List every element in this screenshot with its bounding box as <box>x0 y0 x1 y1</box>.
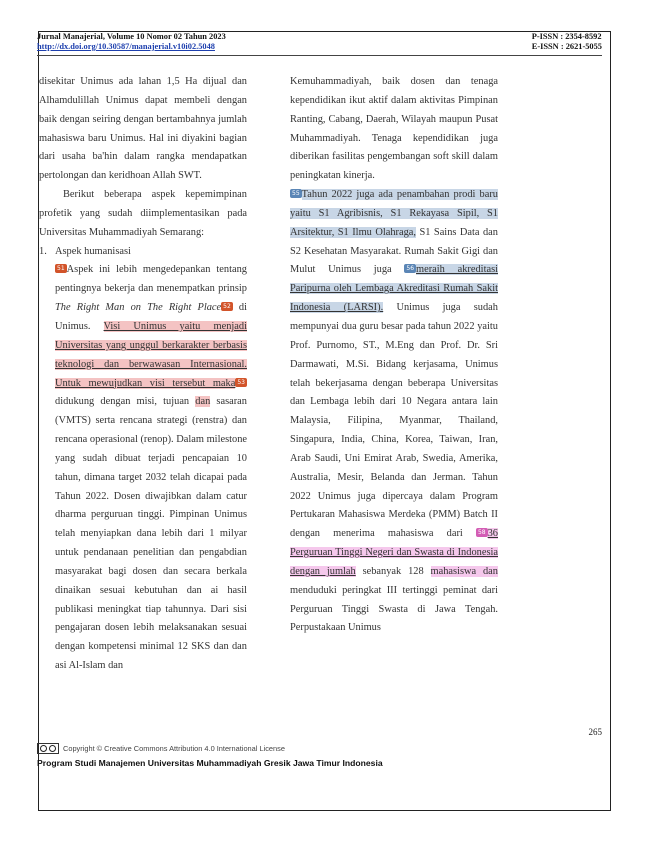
list-item <box>39 243 247 262</box>
paragraph: 51 Aspek ini lebih mengedepankan tentang pentingnya bekerja dan menempatkan prinsip The Right Man on The Right Place 52 di Unimus. Visi Unimus yaitu menjadi Universitas yang unggul berkarakter berbasis teknologi dan berwawasan Internasional. Untuk mewujudkan visi tersebut maka 53 didukung dengan misi, tujuan dan sasaran (VMTS) serta rencana strategi (renstra) dan rencana operasional (renop). Dalam milestone yang sudah dibuat terjadi pencapaian 10 tahun, dimana target 2032 telah dicapai pada Tahun 2022. Dosen diwajibkan dalam catur dharma perguruan tinggi. Pimpinan Unimus telah menyiapkan dana lebih dari 1 milyar untuk pendanaan penelitian dan pengabdian masyarakat bagi dosen dan secara berkala dinaikan sesuai kebutuhan dan ai hasil publikasi meningkat tiap tahunnya. Dari sisi pengajaran dosen lebih melaksanakan sesuai dengan kompetensi minimal 12 SKS dan dan asi Al-Islam dan <box>55 264 247 672</box>
highlighted-text[interactable]: Tahun 2022 juga ada penambahan prodi baru yaitu S1 Agribisnis, S1 Rekayasa Sipil, S1 Arsitektur, S1 Ilmu Olahraga, <box>290 189 498 238</box>
annotation-tag[interactable]: 55 <box>292 190 300 198</box>
eissn: E-ISSN : 2621-5055 <box>531 42 602 51</box>
annotation-tag[interactable]: 52 <box>223 303 231 311</box>
header-divider <box>37 55 602 56</box>
annotation-tag[interactable]: 53 <box>237 378 245 386</box>
page-number: 265 <box>588 727 602 737</box>
highlighted-text[interactable]: meraih akreditasi Paripurna oleh Lembaga Akreditasi Rumah Sakit Indonesia (LARSI). <box>290 264 498 314</box>
page-footer <box>37 739 383 768</box>
paragraph: Berikut beberapa aspek kepemimpinan profetik yang sudah diimplementasikan pada Universitas Muhammadiyah Semarang: <box>39 189 247 238</box>
license-text: Copyright © Creative Commons Attribution 4.0 International License <box>63 743 285 753</box>
annotation-tag[interactable]: 56 <box>406 265 415 273</box>
paragraph: Kemuhammadiyah, baik dosen dan tenaga kependidikan ikut aktif dalam aktivitas Pimpinan Ranting, Cabang, Daerah, Wilayah maupun Pusat Muhammadiyah. Tenaga kependidikan juga diberikan fasilitas pengembangan soft skill dalam peningkatan kinerja. <box>290 76 498 182</box>
highlighted-text[interactable]: Visi Unimus yaitu menjadi Universitas yang unggul berkarakter berbasis teknologi dan berwawasan Internasional. Untuk mewujudkan visi tersebut maka <box>55 320 247 389</box>
highlighted-text[interactable]: dan <box>195 396 211 408</box>
list-number: 1. <box>39 245 47 257</box>
cc-license-icon <box>37 743 59 754</box>
right-column <box>290 73 498 638</box>
journal-title: Jurnal Manajerial, Volume 10 Nomor 02 Tahun 2023 <box>37 32 226 41</box>
annotation-tag[interactable]: 58 <box>477 529 486 537</box>
list-item-title: Aspek humanisasi <box>55 245 131 257</box>
italic-phrase: The Right Man on The Right Place <box>55 302 222 314</box>
left-column <box>39 73 247 676</box>
program-name: Program Studi Manajemen Universitas Muhammadiyah Gresik Jawa Timur Indonesia <box>37 758 383 768</box>
annotation-tag[interactable]: 51 <box>57 265 65 273</box>
highlighted-text[interactable]: 36 Perguruan Tinggi Negeri dan Swasta di Indonesia dengan jumlah <box>290 528 498 577</box>
doi-link[interactable]: http://dx.doi.org/10.30587/manajerial.v10i02.5048 <box>37 42 215 51</box>
paragraph: disekitar Unimus ada lahan 1,5 Ha dijual dan Alhamdulillah Unimus dapat membeli dengan baik dengan seiring dengan bertambahnya jumlah mahasiswa baru Unimus. Hal ini diyakini bagian dari usaha ba'hin dalam rangka mendapatkan pertolongan dan keridhoan Allah SWT. <box>39 76 247 182</box>
issn-header <box>532 32 602 52</box>
highlighted-text[interactable]: mahasiswa dan <box>430 565 498 577</box>
paragraph: 55 Tahun 2022 juga ada penambahan prodi baru yaitu S1 Agribisnis, S1 Rekayasa Sipil, S1 Arsitektur, S1 Ilmu Olahraga, S1 Sains Data dan S2 Kesehatan Masyarakat. Rumah Sakit Gigi dan Mulut Unimus juga 56 meraih akreditasi Paripurna oleh Lembaga Akreditasi Rumah Sakit Indonesia (LARSI). Unimus juga sudah mempunyai dua guru besar pada tahun 2022 yaitu Prof. Purnomo, ST., M.Eng dan Prof. Dr. Sri Darmawati, M.Si. Bidang kerjasama, Unimus telah bekerjasama dengan beberapa Universitas dan Lembaga lebih dari 10 Negara antara lain Malaysia, Filipina, Myanmar, Thailand, Singapura, India, China, Korea, Taiwan, Iran, Arab Saudi, Uni Emirat Arab, Swedia, Amerika, Australia, Mesir, Belanda dan Jerman. Tahun 2022 Unimus juga dipercaya dalam Program Pertukaran Mahasiswa Merdeka (PMM) Batch II dengan menerima mahasiswa dari 58 36 Perguruan Tinggi Negeri dan Swasta di Indonesia dengan jumlah sebanyak 128 mahasiswa dan menduduki peringkat III tertinggi peminat dari Perguruan Tinggi Swasta di Jawa Tengah. Perpustakaan Unimus <box>290 189 498 634</box>
journal-header <box>37 32 226 52</box>
pissn: P-ISSN : 2354-8592 <box>531 32 602 41</box>
